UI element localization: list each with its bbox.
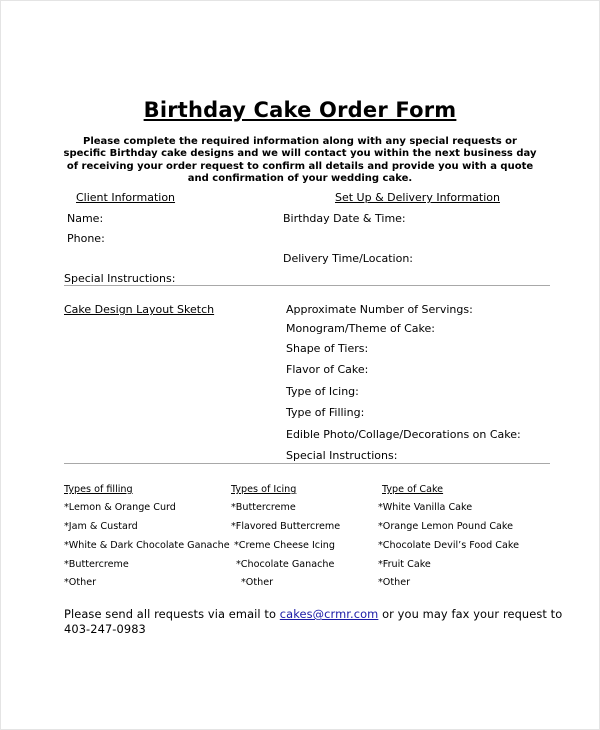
list-item: *Chocolate Ganache <box>236 559 335 570</box>
list-item: *Jam & Custard <box>64 521 138 532</box>
list-item: *Other <box>64 577 97 588</box>
delivery-info-heading: Set Up & Delivery Information <box>335 191 500 204</box>
design-special-instructions-label: Special Instructions: <box>286 449 398 462</box>
filling-type-label: Type of Filling: <box>286 406 365 419</box>
list-item: *Buttercreme <box>231 502 296 513</box>
special-instructions-label: Special Instructions: <box>64 272 176 285</box>
list-item: *Buttercreme <box>64 559 129 570</box>
list-item: *Fruit Cake <box>378 559 431 570</box>
list-item: *Lemon & Orange Curd <box>64 502 176 513</box>
divider <box>64 463 550 464</box>
fax-number: 403-247-0983 <box>64 621 146 636</box>
list-item: *Orange Lemon Pound Cake <box>378 521 514 532</box>
monogram-theme-label: Monogram/Theme of Cake: <box>286 322 435 335</box>
list-item: *White & Dark Chocolate Ganache <box>64 540 230 551</box>
tier-shape-label: Shape of Tiers: <box>286 342 369 355</box>
phone-label: Phone: <box>67 232 105 245</box>
divider <box>64 285 550 286</box>
list-item: *Creme Cheese Icing <box>234 540 335 551</box>
intro-paragraph: Please complete the required information along with any special requests or specific Birthday cake designs and we will contact you within the next business day of receiving your order request to confirm all details and provide you with a quote and confirmation of your wedding cake. <box>63 136 537 184</box>
cake-flavor-label: Flavor of Cake: <box>286 363 369 376</box>
cake-design-heading: Cake Design Layout Sketch <box>64 303 215 316</box>
footer-line-1 <box>64 607 562 622</box>
list-item: *White Vanilla Cake <box>378 502 473 513</box>
email-link[interactable]: cakes@crmr.com <box>279 607 379 621</box>
icing-type-label: Type of Icing: <box>286 385 359 398</box>
birthday-date-label: Birthday Date & Time: <box>283 212 406 225</box>
list-item: *Chocolate Devil’s Food Cake <box>378 540 519 551</box>
list-item: *Flavored Buttercreme <box>231 521 341 532</box>
decorations-label: Edible Photo/Collage/Decorations on Cake: <box>286 428 521 441</box>
footer-text-after: or you may fax your request to <box>378 607 563 621</box>
client-info-heading: Client Information <box>76 191 176 204</box>
list-item: *Other <box>241 577 274 588</box>
servings-label: Approximate Number of Servings: <box>286 303 473 316</box>
footer-contact <box>64 607 562 636</box>
form-title: Birthday Cake Order Form <box>143 98 457 122</box>
filling-types-heading: Types of filling <box>64 484 133 495</box>
name-label: Name: <box>67 212 104 225</box>
delivery-location-label: Delivery Time/Location: <box>283 252 414 265</box>
footer-text-before: Please send all requests via email to <box>64 607 280 621</box>
icing-types-heading: Types of Icing <box>231 484 297 495</box>
list-item: *Other <box>378 577 411 588</box>
cake-types-heading: Type of Cake <box>382 484 444 495</box>
